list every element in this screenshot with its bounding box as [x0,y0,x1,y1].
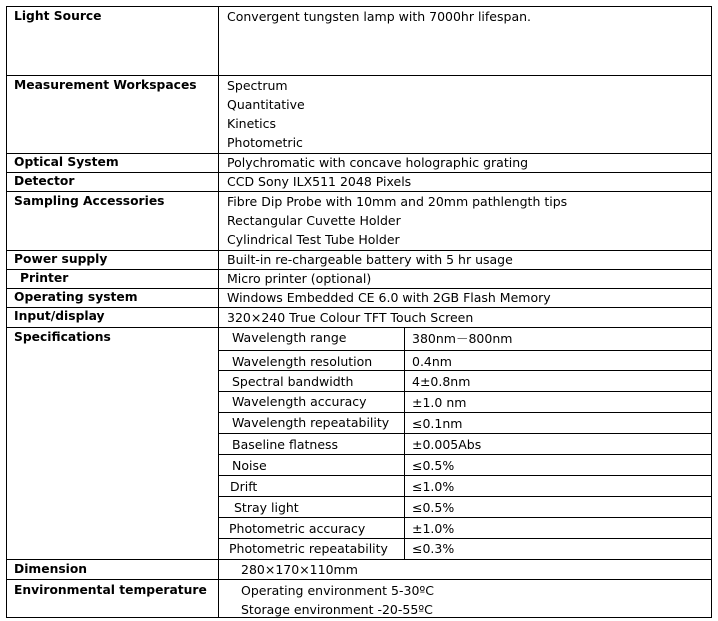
row-divider [6,579,712,580]
value-operating-system: Windows Embedded CE 6.0 with 2GB Flash Memory [227,290,551,305]
value-workspace: Kinetics [227,116,277,131]
spec-divider [219,496,712,497]
value-workspace: Spectrum [227,78,288,93]
label-sampling-accessories: Sampling Accessories [14,194,165,208]
row-divider [6,559,712,560]
label-input-display: Input/display [14,309,105,323]
spec-name: Drift [230,479,258,494]
value-dimension: 280×170×110mm [241,562,358,577]
spec-value: 380nm－800nm [412,331,513,346]
label-power-supply: Power supply [14,252,108,266]
label-detector: Detector [14,174,75,188]
spec-name: Wavelength resolution [232,354,373,369]
value-sampling: Rectangular Cuvette Holder [227,213,401,228]
spec-name: Wavelength range [232,330,347,345]
label-workspaces: Measurement Workspaces [14,78,197,92]
row-divider [6,327,712,328]
label-environmental-temperature: Environmental temperature [14,583,207,597]
value-printer: Micro printer (optional) [227,271,372,286]
spec-name: Stray light [234,500,299,515]
label-optical-system: Optical System [14,155,119,169]
spec-value: ±1.0% [412,521,455,536]
spec-divider [219,433,712,434]
spec-name: Photometric accuracy [229,521,366,536]
spec-value: 4±0.8nm [412,374,471,389]
spec-divider [219,454,712,455]
spec-divider [219,350,712,351]
value-sampling: Cylindrical Test Tube Holder [227,232,400,247]
spec-value: ±0.005Abs [412,437,482,452]
label-dimension: Dimension [14,562,88,576]
spec-name: Photometric repeatability [229,541,388,556]
spec-name: Wavelength repeatability [232,415,390,430]
spec-value: ≤0.1nm [412,416,463,431]
value-optical-system: Polychromatic with concave holographic grating [227,155,529,170]
spec-name: Wavelength accuracy [232,394,367,409]
value-workspace: Photometric [227,135,303,150]
value-input-display: 320×240 True Colour TFT Touch Screen [227,310,474,325]
column-divider [6,6,7,618]
spec-value: ≤0.5% [412,500,455,515]
spec-table [6,6,712,618]
value-sampling: Fibre Dip Probe with 10mm and 20mm pathlength tips [227,194,568,209]
spec-value: ±1.0 nm [412,395,467,410]
spec-divider [219,517,712,518]
label-printer: Printer [20,271,69,285]
label-light-source: Light Source [14,9,102,23]
value-operating-environment: Operating environment 5-30ºC [241,583,435,598]
value-power-supply: Built-in re-chargeable battery with 5 hr usage [227,252,513,267]
spec-name: Noise [232,458,267,473]
spec-value: ≤0.5% [412,458,455,473]
spec-name: Baseline flatness [232,437,339,452]
value-light-source: Convergent tungsten lamp with 7000hr lifespan. [227,9,532,24]
spec-value: ≤0.3% [412,541,455,556]
value-detector: CCD Sony ILX511 2048 Pixels [227,174,412,189]
value-storage-environment: Storage environment -20-55ºC [241,602,433,617]
spec-value: ≤1.0% [412,479,455,494]
label-specifications: Specifications [14,330,111,344]
label-operating-system: Operating system [14,290,138,304]
column-divider [711,6,712,618]
column-divider [218,6,219,618]
spec-value: 0.4nm [412,354,452,369]
value-workspace: Quantitative [227,97,305,112]
spec-name: Spectral bandwidth [232,374,354,389]
spec-divider [219,475,712,476]
spec-column-divider [404,327,405,560]
